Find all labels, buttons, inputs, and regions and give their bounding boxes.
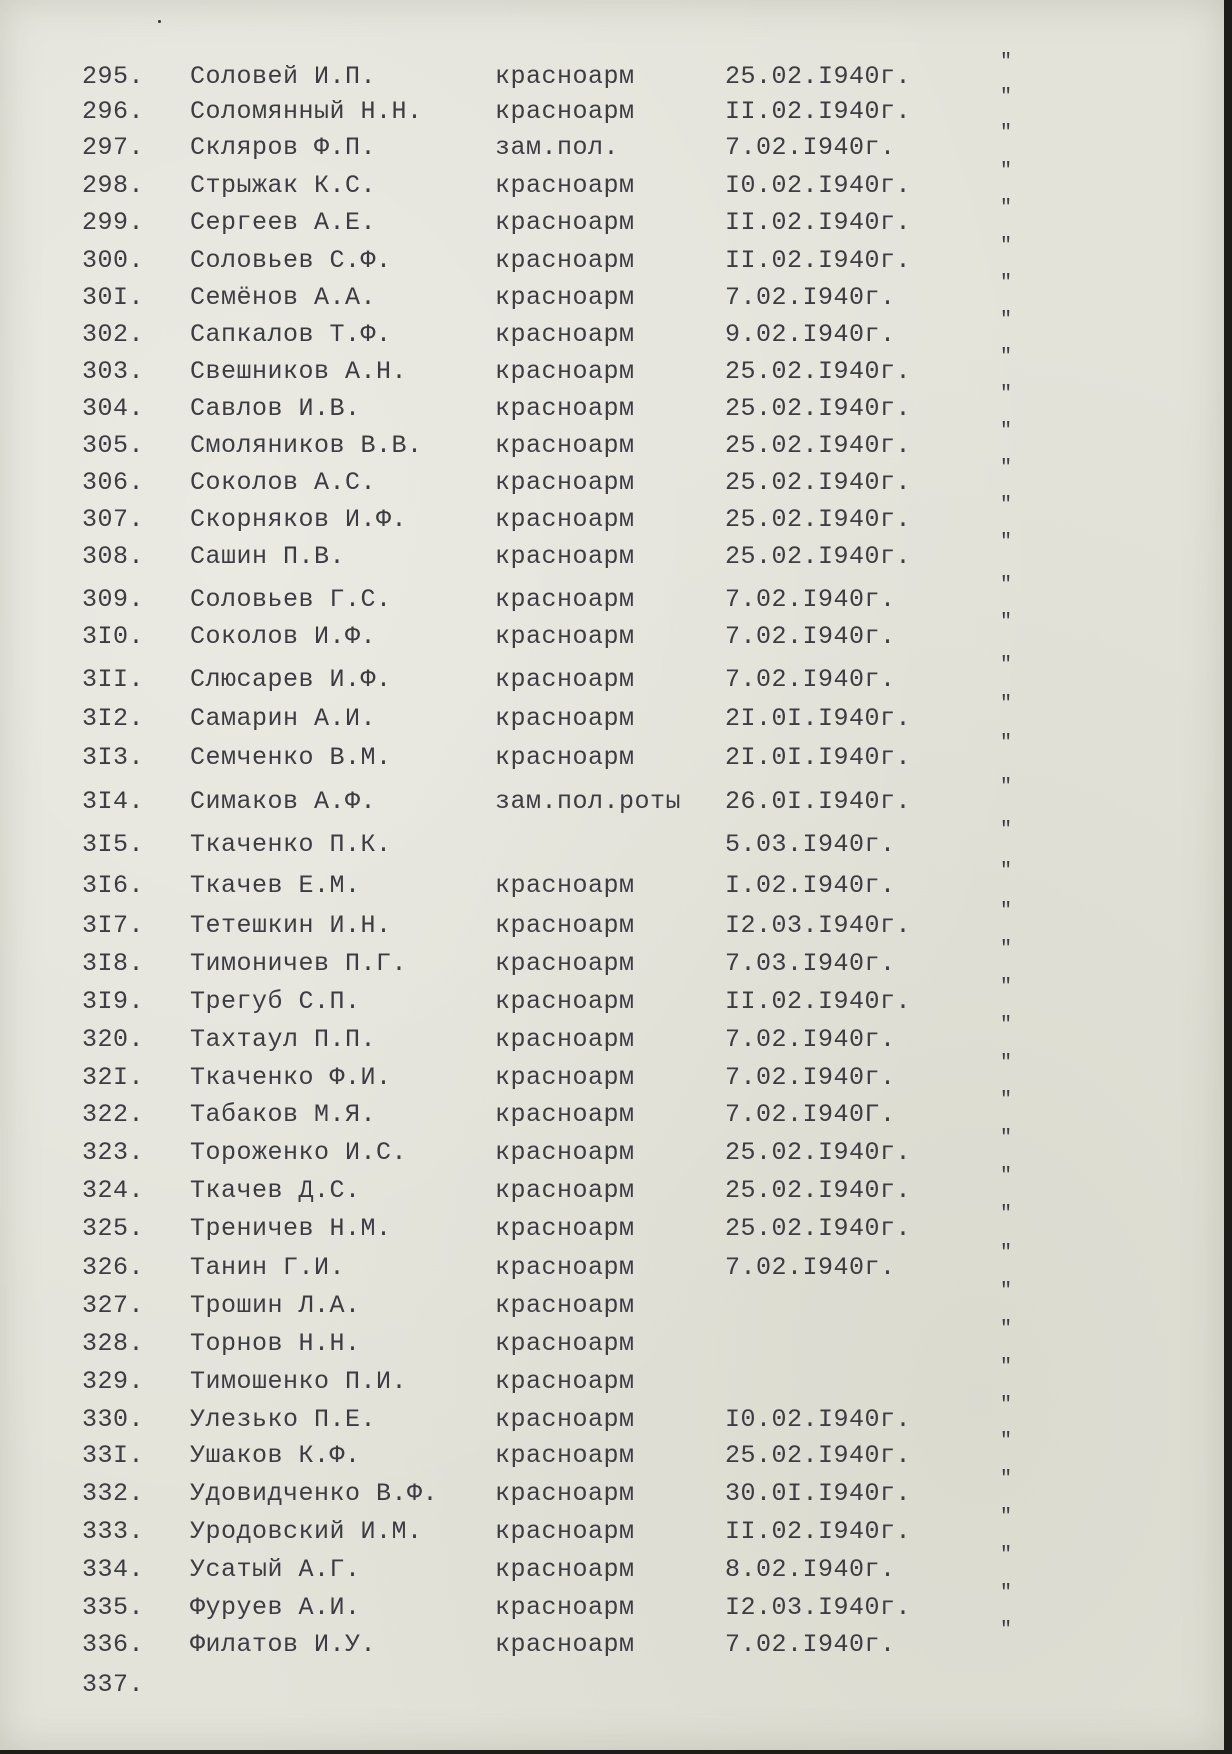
ditto-mark: " (1000, 1430, 1013, 1453)
ditto-mark: " (1000, 776, 1013, 799)
entry-date: 25.02.I940г. (725, 357, 912, 386)
entry-number: 328. (82, 1329, 145, 1358)
ditto-mark: " (1000, 1165, 1013, 1188)
entry-rank: красноарм (495, 1291, 635, 1320)
entry-date: 9.02.I940г. (725, 320, 896, 349)
entry-name: Ткачев Д.С. (190, 1176, 361, 1205)
entry-rank: красноарм (495, 949, 635, 978)
ditto-mark: " (1000, 1127, 1013, 1150)
entry-number: 320. (82, 1025, 145, 1054)
ditto-mark: " (1000, 1394, 1013, 1417)
entry-rank: красноарм (495, 743, 635, 772)
entry-rank: красноарм (495, 283, 635, 312)
entry-rank: красноарм (495, 1367, 635, 1396)
entry-name: Треничев Н.М. (190, 1214, 392, 1243)
entry-rank: красноарм (495, 1405, 635, 1434)
entry-number: 304. (82, 394, 145, 423)
entry-date: 5.03.I940г. (725, 830, 896, 859)
entry-date: II.02.I940г. (725, 208, 912, 237)
entry-number: 336. (82, 1630, 145, 1659)
entry-name: Усатый А.Г. (190, 1555, 361, 1584)
ditto-mark: " (1000, 272, 1013, 295)
entry-name: Симаков А.Ф. (190, 787, 377, 816)
entry-rank: красноарм (495, 542, 635, 571)
entry-name: Тороженко И.С. (190, 1138, 408, 1167)
entry-name: Удовидченко В.Ф. (190, 1479, 439, 1508)
entry-date: 25.02.I940г. (725, 468, 912, 497)
entry-date: I0.02.I940г. (725, 1405, 912, 1434)
entry-name: Семёнов А.А. (190, 283, 377, 312)
ditto-mark: " (1000, 1468, 1013, 1491)
ditto-mark: " (1000, 1356, 1013, 1379)
entry-rank: красноарм (495, 394, 635, 423)
entry-rank: зам.пол.роты (495, 787, 682, 816)
entry-number: 297. (82, 133, 145, 162)
entry-number: 3II. (82, 665, 145, 694)
entry-name: Сашин П.В. (190, 542, 346, 571)
entry-number: 337. (82, 1670, 145, 1699)
ditto-mark: " (1000, 122, 1013, 145)
entry-number: 3I8. (82, 949, 145, 978)
ditto-mark: " (1000, 976, 1013, 999)
entry-number: 295. (82, 62, 145, 91)
entry-name: Трошин Л.А. (190, 1291, 361, 1320)
entry-number: 3I3. (82, 743, 145, 772)
entry-name: Самарин А.И. (190, 704, 377, 733)
entry-date: II.02.I940г. (725, 1517, 912, 1546)
entry-rank: красноарм (495, 1329, 635, 1358)
entry-rank: красноарм (495, 622, 635, 651)
entry-rank: красноарм (495, 987, 635, 1016)
entry-date: 25.02.I940г. (725, 1138, 912, 1167)
ditto-mark: " (1000, 1544, 1013, 1567)
entry-rank: красноарм (495, 208, 635, 237)
entry-rank: красноарм (495, 911, 635, 940)
ink-dot (158, 20, 161, 23)
ditto-mark: " (1000, 86, 1013, 109)
entry-name: Скляров Ф.П. (190, 133, 377, 162)
entry-rank: красноарм (495, 1479, 635, 1508)
entry-date: 7.02.I940г. (725, 133, 896, 162)
ditto-mark: " (1000, 574, 1013, 597)
entry-number: 3I0. (82, 622, 145, 651)
entry-name: Трегуб С.П. (190, 987, 361, 1016)
entry-rank: красноарм (495, 1441, 635, 1470)
entry-name: Торнов Н.Н. (190, 1329, 361, 1358)
entry-number: 3I4. (82, 787, 145, 816)
entry-number: 329. (82, 1367, 145, 1396)
entry-number: 3I6. (82, 871, 145, 900)
entry-rank: красноарм (495, 468, 635, 497)
entry-number: 299. (82, 208, 145, 237)
ditto-mark: " (1000, 732, 1013, 755)
entry-name: Ушаков К.Ф. (190, 1441, 361, 1470)
entry-name: Соловьев Г.С. (190, 585, 392, 614)
entry-date: 25.02.I940г. (725, 505, 912, 534)
ditto-mark: " (1000, 938, 1013, 961)
entry-number: 32I. (82, 1063, 145, 1092)
ditto-mark: " (1000, 1280, 1013, 1303)
entry-date: 7.02.I940г. (725, 283, 896, 312)
entry-number: 309. (82, 585, 145, 614)
entry-date: 7.02.I940г. (725, 665, 896, 694)
entry-rank: красноарм (495, 665, 635, 694)
entry-number: 326. (82, 1253, 145, 1282)
entry-number: 33I. (82, 1441, 145, 1470)
entry-date: 7.03.I940г. (725, 949, 896, 978)
entry-rank: красноарм (495, 1176, 635, 1205)
entry-date: I0.02.I940г. (725, 171, 912, 200)
entry-date: 26.0I.I940г. (725, 787, 912, 816)
entry-name: Табаков М.Я. (190, 1100, 377, 1129)
entry-name: Соколов И.Ф. (190, 622, 377, 651)
entry-number: 330. (82, 1405, 145, 1434)
ditto-mark: " (1000, 420, 1013, 443)
entry-number: 334. (82, 1555, 145, 1584)
entry-date: 25.02.I940г. (725, 1176, 912, 1205)
entry-date: 7.02.I940г. (725, 1025, 896, 1054)
entry-rank: красноарм (495, 871, 635, 900)
ditto-mark: " (1000, 611, 1013, 634)
entry-rank: красноарм (495, 1593, 635, 1622)
entry-rank: зам.пол. (495, 133, 620, 162)
ditto-mark: " (1000, 235, 1013, 258)
entry-date: II.02.I940г. (725, 246, 912, 275)
entry-rank: красноарм (495, 1630, 635, 1659)
entry-number: 3I2. (82, 704, 145, 733)
entry-name: Скорняков И.Ф. (190, 505, 408, 534)
ditto-mark: " (1000, 860, 1013, 883)
entry-name: Уродовский И.М. (190, 1517, 423, 1546)
entry-rank: красноарм (495, 1517, 635, 1546)
entry-number: 300. (82, 246, 145, 275)
entry-rank: красноарм (495, 246, 635, 275)
ditto-mark: " (1000, 654, 1013, 677)
ditto-mark: " (1000, 1619, 1013, 1642)
entry-name: Свешников А.Н. (190, 357, 408, 386)
entry-name: Филатов И.У. (190, 1630, 377, 1659)
entry-rank: красноарм (495, 585, 635, 614)
ditto-mark: " (1000, 51, 1013, 74)
entry-rank: красноарм (495, 320, 635, 349)
entry-date: 25.02.I940г. (725, 542, 912, 571)
entry-number: 3I9. (82, 987, 145, 1016)
entry-number: 322. (82, 1100, 145, 1129)
entry-date: 25.02.I940г. (725, 1214, 912, 1243)
entry-number: 325. (82, 1214, 145, 1243)
entry-name: Танин Г.И. (190, 1253, 346, 1282)
ditto-mark: " (1000, 1318, 1013, 1341)
entry-rank: красноарм (495, 505, 635, 534)
entry-rank: красноарм (495, 171, 635, 200)
entry-date: 25.02.I940г. (725, 431, 912, 460)
entry-rank: красноарм (495, 62, 635, 91)
entry-name: Соколов А.С. (190, 468, 377, 497)
entry-number: 308. (82, 542, 145, 571)
ditto-mark: " (1000, 1014, 1013, 1037)
ditto-mark: " (1000, 383, 1013, 406)
entry-rank: красноарм (495, 97, 635, 126)
entry-name: Тимоничев П.Г. (190, 949, 408, 978)
entry-name: Смоляников В.В. (190, 431, 423, 460)
entry-date: I2.03.I940г. (725, 1593, 912, 1622)
entry-number: 3I5. (82, 830, 145, 859)
entry-date: 7.02.I940Г. (725, 1100, 896, 1129)
entry-name: Соловей И.П. (190, 62, 377, 91)
entry-date: 25.02.I940г. (725, 394, 912, 423)
entry-name: Семченко В.М. (190, 743, 392, 772)
entry-name: Савлов И.В. (190, 394, 361, 423)
entry-date: 2I.0I.I940г. (725, 704, 912, 733)
entry-number: 324. (82, 1176, 145, 1205)
entry-name: Слюсарев И.Ф. (190, 665, 392, 694)
entry-date: I2.03.I940г. (725, 911, 912, 940)
entry-name: Соломянный Н.Н. (190, 97, 423, 126)
ditto-mark: " (1000, 346, 1013, 369)
entry-number: 335. (82, 1593, 145, 1622)
entry-date: 7.02.I940г. (725, 1063, 896, 1092)
ditto-mark: " (1000, 457, 1013, 480)
entry-name: Ткачев Е.М. (190, 871, 361, 900)
entry-name: Тахтаул П.П. (190, 1025, 377, 1054)
ditto-mark: " (1000, 1582, 1013, 1605)
ditto-mark: " (1000, 1089, 1013, 1112)
entry-rank: красноарм (495, 1100, 635, 1129)
entry-number: 302. (82, 320, 145, 349)
ditto-mark: " (1000, 531, 1013, 554)
entry-rank: красноарм (495, 1138, 635, 1167)
entry-rank: красноарм (495, 431, 635, 460)
entry-date: II.02.I940г. (725, 97, 912, 126)
ditto-mark: " (1000, 1506, 1013, 1529)
entry-name: Ткаченко П.К. (190, 830, 392, 859)
entry-name: Соловьев С.Ф. (190, 246, 392, 275)
entry-number: 298. (82, 171, 145, 200)
entry-name: Стрыжак К.С. (190, 171, 377, 200)
ditto-mark: " (1000, 309, 1013, 332)
entry-number: 327. (82, 1291, 145, 1320)
ditto-mark: " (1000, 494, 1013, 517)
entry-date: I.02.I940г. (725, 871, 896, 900)
entry-rank: красноарм (495, 1063, 635, 1092)
entry-name: Ткаченко Ф.И. (190, 1063, 392, 1092)
entry-date: 7.02.I940г. (725, 1253, 896, 1282)
entry-number: 30I. (82, 283, 145, 312)
entry-date: 7.02.I940г. (725, 622, 896, 651)
entry-rank: красноарм (495, 357, 635, 386)
entry-rank: красноарм (495, 1025, 635, 1054)
ditto-mark: " (1000, 1203, 1013, 1226)
entry-rank: красноарм (495, 704, 635, 733)
entry-name: Сергеев А.Е. (190, 208, 377, 237)
entry-date: 7.02.I940г. (725, 585, 896, 614)
entry-rank: красноарм (495, 1214, 635, 1243)
entry-name: Улезько П.Е. (190, 1405, 377, 1434)
entry-date: 8.02.I940г. (725, 1555, 896, 1584)
entry-name: Фуруев А.И. (190, 1593, 361, 1622)
ditto-mark: " (1000, 900, 1013, 923)
entry-date: 30.0I.I940г. (725, 1479, 912, 1508)
entry-number: 3I7. (82, 911, 145, 940)
ditto-mark: " (1000, 197, 1013, 220)
entry-number: 296. (82, 97, 145, 126)
entry-number: 305. (82, 431, 145, 460)
entry-number: 307. (82, 505, 145, 534)
ditto-mark: " (1000, 160, 1013, 183)
entry-date: 7.02.I940г. (725, 1630, 896, 1659)
entry-date: 25.02.I940г. (725, 62, 912, 91)
entry-number: 333. (82, 1517, 145, 1546)
entry-name: Тимошенко П.И. (190, 1367, 408, 1396)
entry-date: 2I.0I.I940г. (725, 743, 912, 772)
ditto-mark: " (1000, 693, 1013, 716)
entry-name: Сапкалов Т.Ф. (190, 320, 392, 349)
entry-number: 306. (82, 468, 145, 497)
entry-number: 323. (82, 1138, 145, 1167)
entry-rank: красноарм (495, 1555, 635, 1584)
ditto-mark: " (1000, 819, 1013, 842)
entry-number: 303. (82, 357, 145, 386)
entry-date: II.02.I940г. (725, 987, 912, 1016)
entry-rank: красноарм (495, 1253, 635, 1282)
entry-date: 25.02.I940г. (725, 1441, 912, 1470)
ditto-mark: " (1000, 1242, 1013, 1265)
entry-name: Тетешкин И.Н. (190, 911, 392, 940)
ditto-mark: " (1000, 1052, 1013, 1075)
entry-number: 332. (82, 1479, 145, 1508)
